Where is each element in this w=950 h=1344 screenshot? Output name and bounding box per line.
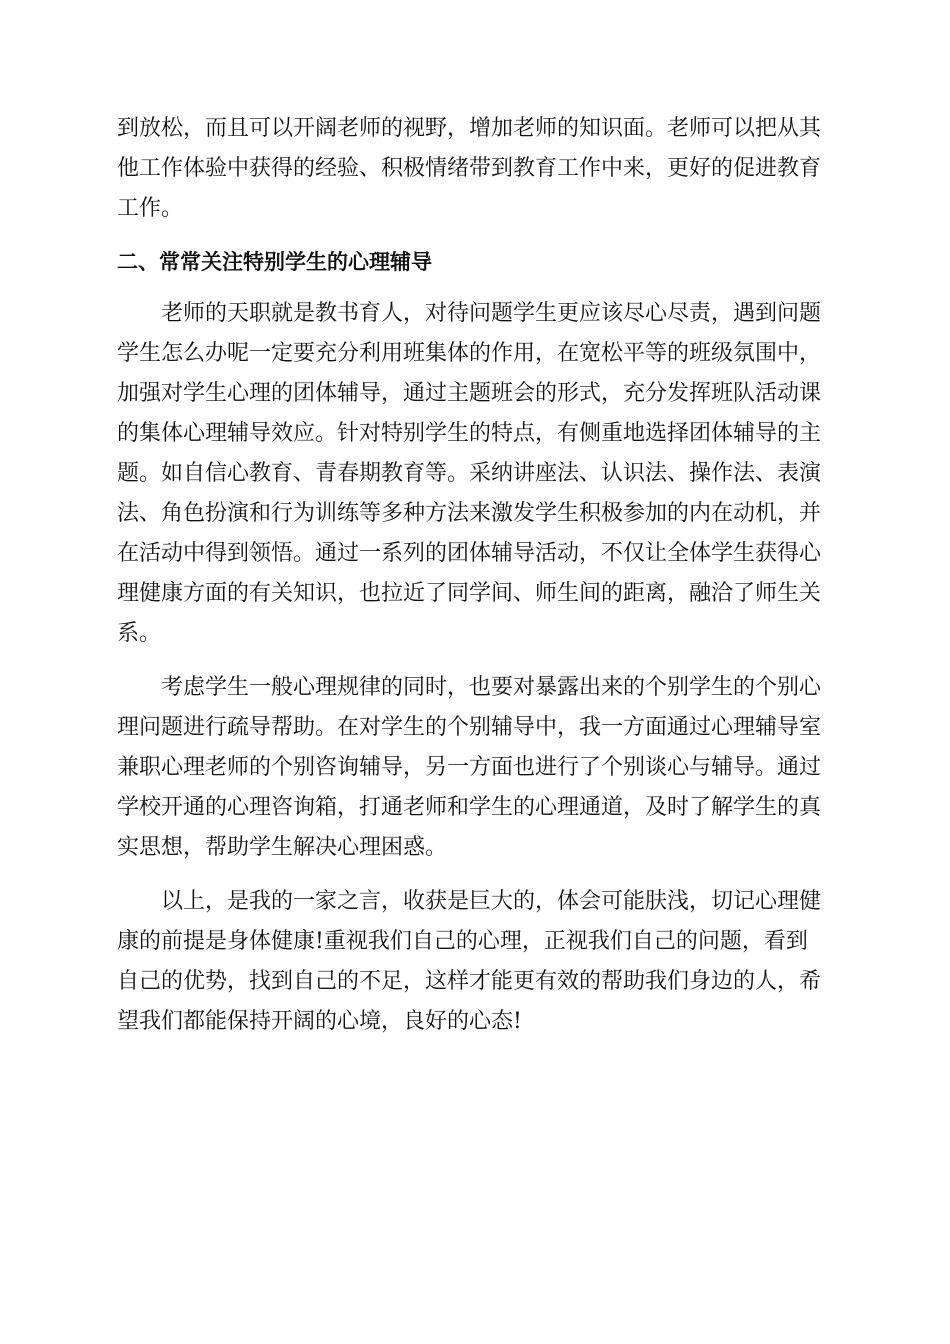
section-heading: 二、常常关注特别学生的心理辅导 xyxy=(117,250,432,274)
paragraph-1-line: 题。如自信心教育、青春期教育等。采纳讲座法、认识法、操作法、表演 xyxy=(117,461,822,486)
intro-paragraph-line: 他工作体验中获得的经验、积极情绪带到教育工作中来，更好的促进教育 xyxy=(117,156,822,181)
paragraph-1-line: 学生怎么办呢一定要充分利用班集体的作用，在宽松平等的班级氛围中， xyxy=(117,341,822,366)
paragraph-2-line: 兼职心理老师的个别咨询辅导，另一方面也进行了个别谈心与辅导。通过 xyxy=(117,755,822,780)
paragraph-3-line: 望我们都能保持开阔的心境，良好的心态! xyxy=(117,1009,522,1034)
intro-paragraph-line: 工作。 xyxy=(117,196,184,221)
paragraph-2-line: 理问题进行疏导帮助。在对学生的个别辅导中，我一方面通过心理辅导室 xyxy=(117,715,822,740)
paragraph-1-line: 系。 xyxy=(117,621,162,646)
paragraph-1-line: 加强对学生心理的团体辅导，通过主题班会的形式，充分发挥班队活动课 xyxy=(117,381,822,406)
paragraph-3-line: 以上，是我的一家之言，收获是巨大的，体会可能肤浅，切记心理健 xyxy=(161,889,822,914)
paragraph-1-line: 老师的天职就是教书育人，对待问题学生更应该尽心尽责，遇到问题 xyxy=(161,301,822,326)
paragraph-1-line: 理健康方面的有关知识，也拉近了同学间、师生间的距离，融洽了师生关 xyxy=(117,581,822,606)
paragraph-3-line: 康的前提是身体健康!重视我们自己的心理，正视我们自己的问题，看到 xyxy=(117,929,808,954)
paragraph-2-line: 考虑学生一般心理规律的同时，也要对暴露出来的个别学生的个别心 xyxy=(161,675,822,700)
paragraph-1-line: 法、角色扮演和行为训练等多种方法来激发学生积极参加的内在动机，并 xyxy=(117,501,822,526)
paragraph-1-line: 的集体心理辅导效应。针对特别学生的特点，有侧重地选择团体辅导的主 xyxy=(117,421,822,446)
paragraph-2-line: 学校开通的心理咨询箱，打通老师和学生的心理通道，及时了解学生的真 xyxy=(117,795,822,820)
paragraph-1-line: 在活动中得到领悟。通过一系列的团体辅导活动，不仅让全体学生获得心 xyxy=(117,541,822,566)
paragraph-3-line: 自己的优势，找到自己的不足，这样才能更有效的帮助我们身边的人，希 xyxy=(117,969,822,994)
paragraph-2-line: 实思想，帮助学生解决心理困惑。 xyxy=(117,835,448,860)
intro-paragraph-line: 到放松，而且可以开阔老师的视野，增加老师的知识面。老师可以把从其 xyxy=(117,116,822,141)
